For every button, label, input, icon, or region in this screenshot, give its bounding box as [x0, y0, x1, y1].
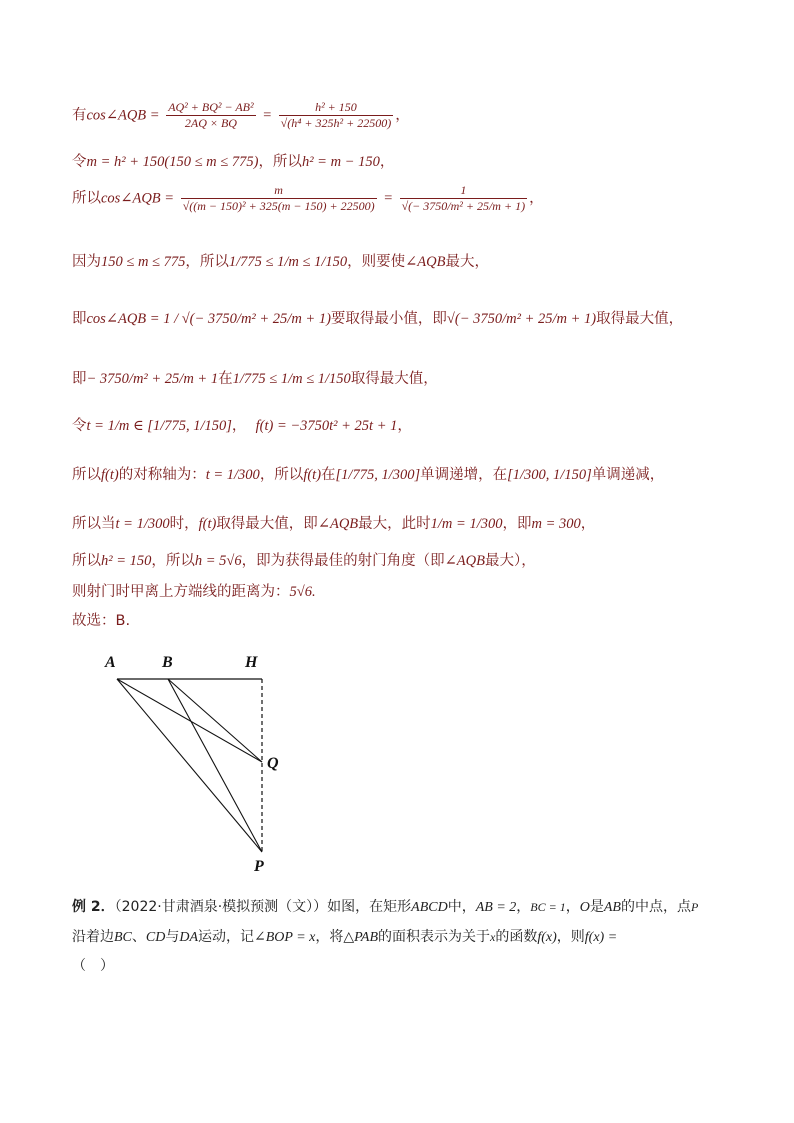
math-expr: h = 5√6 — [194, 553, 242, 569]
example-2-line-1 — [72, 896, 698, 916]
math-expr: O — [579, 900, 590, 915]
solution-line-1 — [72, 100, 410, 131]
text: 令 — [72, 418, 87, 434]
math-expr: 1/775 ≤ 1/m ≤ 1/150 — [228, 254, 348, 270]
text: ， — [395, 107, 410, 124]
solution-line-10 — [72, 549, 536, 570]
text: ， — [529, 190, 544, 207]
math-expr: DA — [179, 930, 199, 945]
solution-line-8 — [72, 463, 664, 484]
solution-line-2 — [72, 150, 394, 171]
fraction — [181, 183, 377, 214]
interval: [1/300, 1/150] — [507, 467, 592, 483]
math-expr: 1/775 ≤ 1/m ≤ 1/150 — [232, 371, 351, 387]
text: ，所以 — [185, 254, 229, 270]
text: ， — [231, 418, 247, 434]
math-expr: − 3750/m² + 25/m + 1 — [86, 371, 219, 387]
math-expr: ∠BOP = x — [254, 930, 316, 945]
text: ，所以 — [258, 154, 302, 170]
segment-AP — [117, 679, 262, 852]
label-P: P — [254, 858, 264, 875]
label-H: H — [245, 654, 258, 671]
math-expr: f(t) = −3750t² + 25t + 1 — [255, 418, 398, 434]
text: 的对称轴为： — [118, 467, 206, 483]
math-expr: P — [690, 900, 699, 914]
math-expr: f(x) = — [584, 930, 618, 945]
text: 所以当 — [72, 516, 116, 532]
fraction — [279, 100, 394, 131]
label-B: B — [162, 654, 173, 671]
text: 有 — [72, 107, 87, 124]
math-expr: f(t) — [303, 467, 322, 483]
example-label: 例 2． — [72, 899, 115, 915]
math-expr: f(t) — [101, 467, 119, 483]
example-source: （2022·甘肃酒泉·模拟预测（文）） — [114, 899, 328, 915]
math-expr: 150 ≤ m ≤ 775 — [101, 254, 186, 270]
segment-BQ — [168, 679, 262, 762]
math-expr: cos∠AQB = — [101, 190, 175, 207]
label-Q: Q — [267, 755, 279, 772]
solution-line-4 — [72, 250, 489, 271]
segment-AQ — [117, 679, 262, 762]
math-expr: t = 1/m ∈ [1/775, 1/150] — [86, 418, 232, 434]
solution-line-7 — [72, 414, 412, 435]
text: 运动，记 — [198, 929, 255, 945]
math-expr: CD — [145, 930, 166, 945]
text: 单调递减， — [591, 467, 665, 483]
text: 要取得最小值，即 — [330, 311, 447, 327]
math-expr: f(t) — [198, 516, 217, 532]
math-expr: 5√6 — [289, 584, 312, 600]
math-expr: t = 1/300 — [115, 516, 170, 532]
text: 因为 — [72, 254, 101, 270]
math-expr: ∠AQB — [444, 553, 485, 569]
text: ，即 — [502, 516, 532, 532]
text: 所以 — [72, 190, 101, 207]
answer-blank: （ ） — [72, 958, 114, 974]
math-expr: ∠AQB — [405, 254, 446, 270]
solution-line-11 — [72, 580, 316, 601]
text: 沿着边 — [72, 929, 114, 945]
text: ， — [565, 899, 580, 915]
text: 的面积表示为关于 — [378, 929, 490, 945]
text: 中， — [447, 899, 476, 915]
text: 时， — [169, 516, 199, 532]
text: 取得最大值，即 — [216, 516, 318, 532]
denominator: 2AQ × BQ — [184, 116, 237, 130]
math-expr: AB = 2 — [475, 900, 517, 915]
math-expr: ABCD — [411, 900, 448, 915]
text: ，则要使 — [347, 254, 406, 270]
math-expr: 1/m = 1/300 — [430, 516, 503, 532]
text: . — [311, 584, 316, 600]
denominator: √(− 3750/m² + 25/m + 1) — [401, 199, 526, 213]
math-expr: m = 300 — [531, 516, 581, 532]
text: ， — [397, 418, 412, 434]
equals: = — [262, 107, 273, 124]
solution-answer — [72, 609, 130, 630]
math-expr: m = h² + 150(150 ≤ m ≤ 775) — [86, 154, 259, 170]
math-expr: BC — [114, 930, 132, 945]
text: 即 — [72, 311, 87, 327]
math-expr: ∠AQB — [317, 516, 359, 532]
text: 如图，在矩形 — [327, 899, 412, 915]
text: 是 — [589, 899, 604, 915]
geometry-figure — [95, 645, 305, 880]
segment-BP — [168, 679, 262, 852]
text: 取得最大值， — [596, 311, 684, 327]
text: 即 — [72, 371, 87, 387]
text: ，所以 — [259, 467, 304, 483]
text: ， — [580, 516, 596, 532]
math-expr: h² = m − 150 — [301, 154, 380, 170]
text: 取得最大值， — [350, 371, 438, 387]
math-expr: √(− 3750/m² + 25/m + 1) — [446, 311, 597, 327]
text: 令 — [72, 154, 87, 170]
equals: = — [383, 190, 393, 207]
math-expr: t = 1/300 — [205, 467, 260, 483]
text: 最大）， — [484, 553, 536, 569]
text: 所以 — [72, 467, 101, 483]
text: ，将 — [315, 929, 344, 945]
math-expr: cos∠AQB = 1 / √(− 3750/m² + 25/m + 1) — [86, 311, 331, 327]
text: 在 — [218, 371, 233, 387]
solution-line-9 — [72, 512, 595, 533]
math-expr: x — [490, 930, 496, 944]
text: 最大，此时 — [358, 516, 431, 532]
label-A: A — [105, 654, 116, 671]
text: ， — [516, 899, 531, 915]
text: 的函数 — [495, 929, 538, 945]
solution-line-6 — [72, 367, 438, 388]
text: ，则 — [556, 929, 585, 945]
math-expr: f(x) — [537, 930, 557, 945]
numerator: 1 — [400, 183, 527, 199]
math-expr: h² = 150 — [101, 553, 152, 569]
fraction — [166, 100, 255, 131]
text: 所以 — [72, 553, 101, 569]
math-expr: AB — [603, 900, 621, 915]
solution-line-3 — [72, 183, 544, 214]
math-expr: △PAB — [343, 930, 378, 945]
text: ，即为获得最佳的射门角度（即 — [241, 553, 445, 569]
answer-text: 故选：B. — [72, 613, 131, 629]
numerator: h² + 150 — [279, 100, 394, 116]
solution-line-5 — [72, 307, 683, 328]
text: 在 — [321, 467, 336, 483]
numerator: m — [181, 183, 377, 199]
denominator: √(h⁴ + 325h² + 22500) — [280, 116, 392, 130]
text: 则射门时甲离上方端线的距离为： — [72, 584, 290, 600]
example-2-line-3 — [72, 955, 114, 975]
text: 最大， — [445, 254, 489, 270]
text: 单调递增，在 — [420, 467, 508, 483]
example-2-line-2 — [72, 926, 617, 946]
text: 、 — [131, 929, 146, 945]
text: ，所以 — [151, 553, 195, 569]
numerator: AQ² + BQ² − AB² — [168, 100, 254, 114]
math-expr: cos∠AQB = — [86, 107, 160, 124]
math-expr: BC = 1 — [530, 900, 566, 914]
text: ， — [379, 154, 395, 170]
text: 的中点，点 — [620, 899, 691, 915]
text: 与 — [165, 929, 180, 945]
interval: [1/775, 1/300] — [335, 467, 421, 483]
denominator: √((m − 150)² + 325(m − 150) + 22500) — [182, 199, 375, 213]
fraction — [400, 183, 527, 214]
